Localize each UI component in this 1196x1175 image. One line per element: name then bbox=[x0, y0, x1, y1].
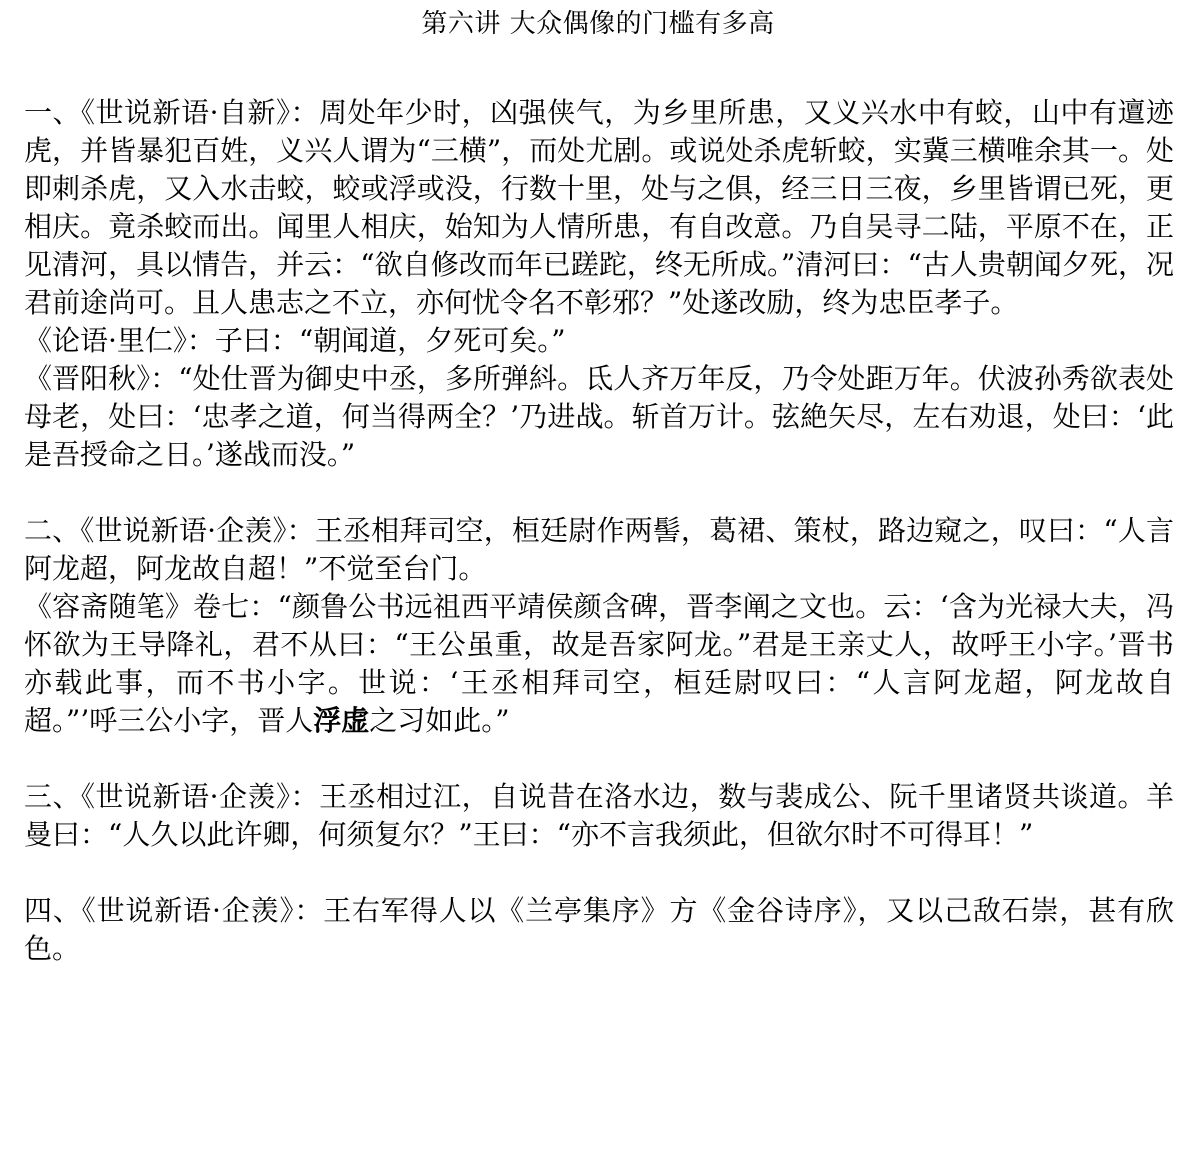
section-2-rongzhai-text: 《容斋随笔》卷七：“颜鲁公书远祖西平靖侯颜含碑，晋李阐之文也。云：‘含为光禄大夫，冯怀欲为王导降礼，君不从曰：“王公虽重，故是吾家阿龙。”君是王亲丈人，故呼王小字。’晋书亦载此事，而不书小字。世说：‘王丞相拜司空，桓廷尉叹曰：“人言阿龙超，阿龙故自超。”’呼三公小字，晋人 bbox=[24, 590, 1174, 737]
section-spacer bbox=[24, 854, 1174, 892]
section-1-lunyu-quote: 《论语·里仁》：子曰：“朝闻道，夕死可矣。” bbox=[24, 324, 566, 357]
section-4-main-paragraph: 四、《世说新语·企羡》：王右军得人以《兰亭集序》方《金谷诗序》，又以己敌石崇，甚有欣色。 bbox=[24, 894, 1174, 965]
section-2-rongzhai-quote bbox=[24, 588, 1174, 740]
page-title: 第六讲 大众偶像的门槛有多高 bbox=[421, 9, 775, 39]
section-1-main-paragraph: 一、《世说新语·自新》：周处年少时，凶强侠气，为乡里所患，又义兴水中有蛟，山中有邅迹虎，并皆暴犯百姓，义兴人谓为“三横”，而处尤剧。或说处杀虎斩蛟，实冀三横唯余其一。处即刺杀虎，又入水击蛟，蛟或浮或没，行数十里，处与之俱，经三日三夜，乡里皆谓已死，更相庆。竟杀蛟而出。闻里人相庆，始知为人情所患，有自改意。乃自吴寻二陆，平原不在，正见清河，具以情告，并云：“欲自修改而年已蹉跎，终无所成。”清河曰：“古人贵朝闻夕死，况君前途尚可。且人患志之不立，亦何忧令名不彰邪？”处遂改励，终为忠臣孝子。 bbox=[24, 96, 1174, 319]
section-2-main-paragraph: 二、《世说新语·企羡》：王丞相拜司空，桓廷尉作两髻，葛裙、策杖，路边窥之，叹曰：“人言阿龙超，阿龙故自超！”不觉至台门。 bbox=[24, 514, 1174, 585]
bold-phrase: 浮虚 bbox=[313, 704, 370, 737]
section-spacer bbox=[24, 740, 1174, 778]
section-3-main-paragraph: 三、《世说新语·企羡》：王丞相过江，自说昔在洛水边，数与裴成公、阮千里诸贤共谈道。羊曼曰：“人久以此许卿，何须复尔？”王曰：“亦不言我须此，但欲尔时不可得耳！” bbox=[24, 780, 1174, 851]
section-1-jinyangqiu-quote: 《晋阳秋》：“处仕晋为御史中丞，多所弹紏。氐人齐万年反，乃令处距万年。伏波孙秀欲表处母老，处曰：‘忠孝之道，何当得两全？’乃进战。斩首万计。弦絶矢尽，左右劝退，处曰：‘此是吾授命之日。’遂战而没。” bbox=[24, 362, 1174, 471]
section-spacer bbox=[24, 474, 1174, 512]
section-2-rongzhai-tail: 之习如此。” bbox=[369, 704, 510, 737]
document-body bbox=[24, 94, 1174, 968]
